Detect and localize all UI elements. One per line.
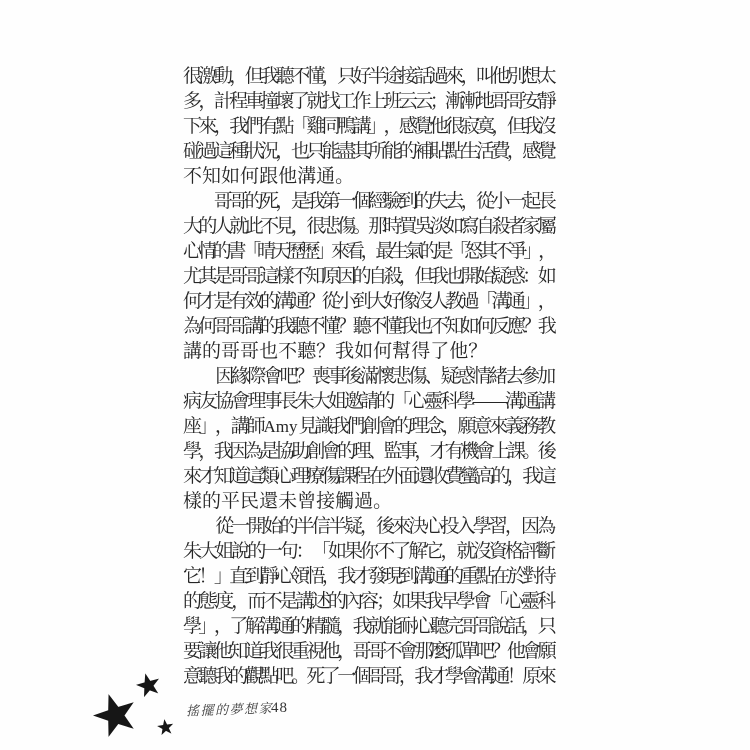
body-text <box>183 64 558 689</box>
text-line: 為 何 哥 哥 講 的 我 聽 不 懂 ？ 聽 不 懂 我 也 不 知 如 何 反 應 ？ 我 <box>183 316 557 337</box>
text-line: 講 的 哥 哥 也 不 聽 ？ 我 如 何 幫 得 了 他 ？ <box>183 341 488 362</box>
text-line: 因 緣 際 會 吧 ？ 喪 事 後 滿 懷 悲 傷 、 疑 惑 情 緒 去 參 加 <box>215 366 557 387</box>
text-line: 下 來 ， 我 們 有 點 「 雞 同 鴨 講 」 ， 感 覺 他 很 寂 寞 ， 但 我 沒 <box>183 116 557 137</box>
text-line: 要 讓 他 知 道 我 很 重 視 他 ， 哥 哥 不 會 那 麼 孤 單 吧 ？ 他 會 願 <box>183 641 557 662</box>
text-line: 來 才 知 道 這 類 心 理 療 傷 課 程 在 外 面 還 收 費 蠻 高 的 ， 我 這 <box>183 466 557 487</box>
text-line: 它 ！ 」 直 到 靜 心 領 悟 ， 我 才 發 現 到 溝 通 的 重 點 在 於 對 待 <box>183 566 557 587</box>
text-line: 碰 過 這 種 狀 況 ， 也 只 能 盡 其 所 能 的 補 貼 點 生 活 費 ， 感 覺 <box>183 141 557 162</box>
star-small-icon <box>156 718 175 737</box>
text-line: 的 態 度 ， 而 不 是 講 述 的 內 容 ； 如 果 我 早 學 會 「 心 靈 科 <box>183 591 557 612</box>
text-line: 病 友 協 會 理 事 長 朱 大 姐 邀 請 的 「 心 靈 科 學 — — 溝 通 講 <box>183 391 557 412</box>
star-medium-icon <box>133 670 164 701</box>
text-line: 心 情 的 書 「 晴 天 歷 歷 」 來 看 ， 最 生 氣 的 是 「 怒 其 不 爭 」 ， <box>183 241 558 262</box>
text-line: 意 聽 我 的 觀 點 吧 。 死 了 一 個 哥 哥 ， 我 才 學 會 溝 通 ！ 原 來 <box>183 666 557 687</box>
text-line: 朱 大 姐 說 的 一 句 ： 「 如 果 你 不 了 解 它 ， 就 沒 資 格 評 斷 <box>183 541 557 562</box>
text-line: 座 」 ， 講 師 Amy 見 識 我 們 創 會 的 理 念 ， 願 意 來 義 務 教 <box>183 416 557 437</box>
star-large-icon <box>87 687 144 744</box>
text-line: 學 」 ， 了 解 溝 通 的 精 髓 ， 我 就 能 耐 心 聽 完 哥 哥 說 話 ， 只 <box>183 616 557 637</box>
page-number: 48 <box>271 700 288 716</box>
book-title-logotype: 搖擺的夢想家 <box>185 700 274 719</box>
text-line: 尤 其 是 哥 哥 這 樣 不 知 原 因 的 自 殺 ， 但 我 也 開 始 疑 惑 ： 如 <box>183 266 557 287</box>
text-line: 很 激 動 ， 但 我 聽 不 懂 ， 只 好 半 途 接 話 過 來 ， 叫 他 別 想 太 <box>183 66 557 87</box>
text-line: 大 的 人 就 此 不 見 ， 很 悲 傷 。 那 時 買 吳 淡 如 寫 自 殺 者 家 屬 <box>183 216 557 237</box>
text-line: 何 才 是 有 效 的 溝 通 ？ 從 小 到 大 好 像 沒 人 教 過 「 溝 通 」 ， <box>183 291 557 312</box>
text-line: 不 知 如 何 跟 他 溝 通 。 <box>183 166 355 187</box>
text-line: 從 一 開 始 的 半 信 半 疑 ， 後 來 決 心 投 入 學 習 ， 因 為 <box>215 516 557 537</box>
text-line: 哥 哥 的 死 ， 是 我 第 一 個 經 驗 到 的 失 去 ， 從 小 一 起 長 <box>213 191 557 212</box>
text-line: 樣 的 平 民 還 未 曾 接 觸 過 。 <box>183 491 393 512</box>
text-line: 多 ， 計 程 車 撞 壞 了 就 找 工 作 上 班 云 云 ； 漸 漸 地 哥 哥 安 靜 <box>183 91 557 112</box>
text-line: 學 ， 我 因 為 是 協 助 創 會 的 理 、 監 事 ， 才 有 機 會 上 課 。 後 <box>183 441 557 462</box>
